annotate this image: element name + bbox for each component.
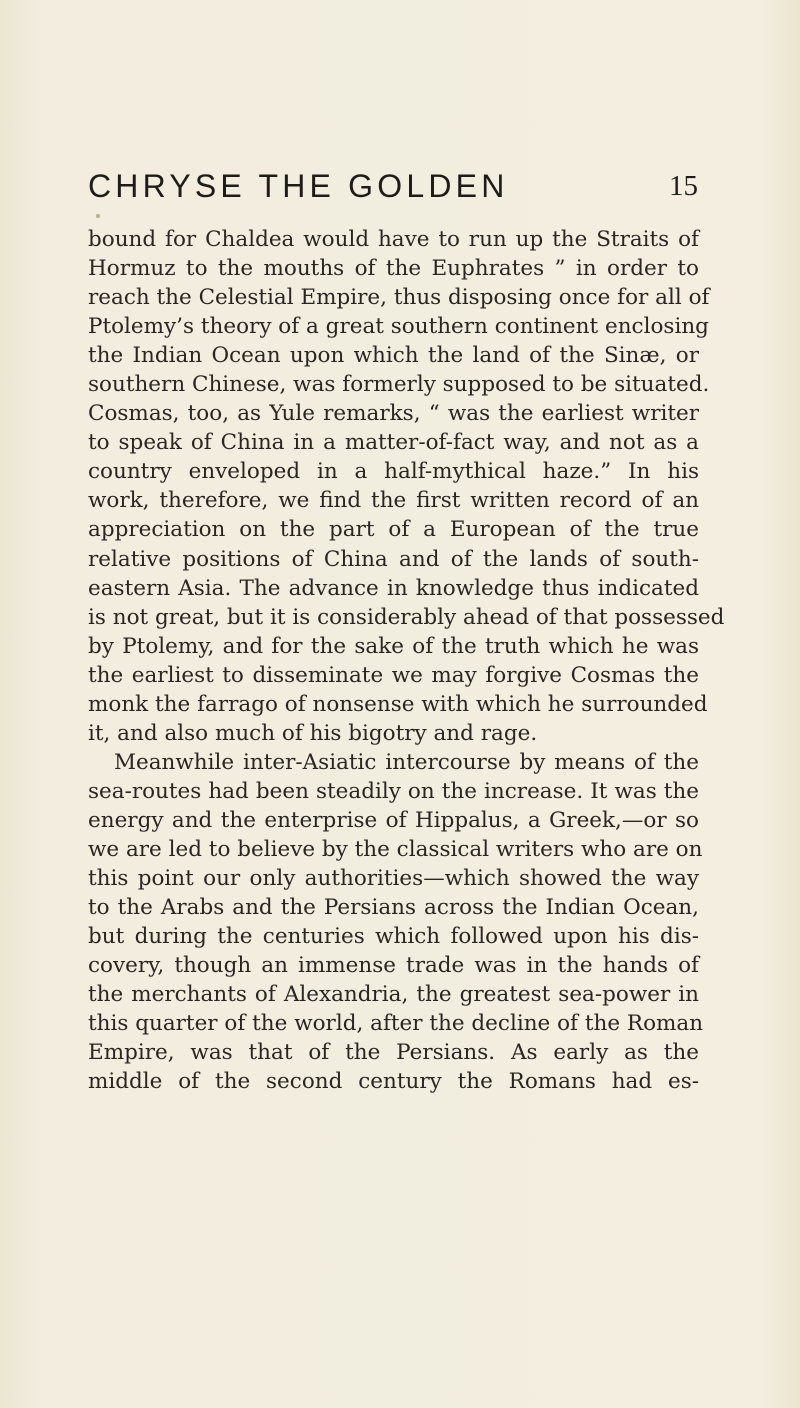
text-line: by Ptolemy, and for the sake of the truth which he was	[88, 633, 699, 659]
text-line: to speak of China in a matter-of-fact way, and not as a	[88, 430, 699, 456]
text-line: reach the Celestial Empire, thus disposing once for all of	[88, 285, 710, 311]
paragraph-1	[88, 225, 725, 748]
text-line: the earliest to disseminate we may forgive Cosmas the	[88, 662, 699, 688]
text-line: work, therefore, we find the first written record of an	[88, 488, 699, 514]
page-number: 15	[669, 170, 698, 202]
text-line: this quarter of the world, after the decline of the Roman	[88, 1011, 704, 1037]
text-line: the merchants of Alexandria, the greatest sea-power in	[88, 982, 699, 1008]
text-line: middle of the second century the Romans had es-	[88, 1069, 699, 1095]
text-line: country enveloped in a half-mythical haze.” In his	[88, 459, 699, 485]
text-line: Ptolemy’s theory of a great southern continent enclosing	[88, 314, 709, 340]
text-line: is not great, but it is considerably ahead of that possessed	[88, 604, 725, 630]
body-text	[88, 225, 725, 1096]
text-line: energy and the enterprise of Hippalus, a Greek,—or so	[88, 807, 699, 833]
text-line: Cosmas, too, as Yule remarks, “ was the earliest writer	[88, 401, 699, 427]
running-head	[88, 168, 698, 212]
text-line: bound for Chaldea would have to run up the Straits of	[88, 227, 699, 252]
text-line: the Indian Ocean upon which the land of the Sinæ, or	[88, 343, 699, 369]
text-line: Empire, was that of the Persians. As early as the	[88, 1040, 699, 1066]
paper-speck	[96, 214, 100, 218]
text-line: but during the centuries which followed upon his dis-	[88, 924, 699, 950]
text-line: monk the farrago of nonsense with which he surrounded	[88, 691, 708, 717]
text-line: appreciation on the part of a European of the true	[88, 517, 699, 543]
text-line: this point our only authorities—which showed the way	[88, 866, 699, 892]
text-line: eastern Asia. The advance in knowledge thus indicated	[88, 575, 699, 601]
text-line: it, and also much of his bigotry and rage.	[88, 720, 538, 746]
text-line: Meanwhile inter-Asiatic intercourse by means of the	[114, 749, 699, 775]
text-line: covery, though an immense trade was in the hands of	[88, 953, 699, 979]
text-line: Hormuz to the mouths of the Euphrates ” in order to	[88, 256, 699, 282]
text-line: we are led to believe by the classical writers who are on	[88, 836, 703, 862]
text-line: southern Chinese, was formerly supposed to be situated.	[88, 372, 710, 398]
running-title: CHRYSE THE GOLDEN	[88, 168, 509, 204]
text-line: sea-routes had been steadily on the increase. It was the	[88, 778, 699, 804]
text-line: to the Arabs and the Persians across the Indian Ocean,	[88, 895, 699, 921]
paragraph-2	[88, 748, 704, 1097]
text-line: relative positions of China and of the lands of south-	[88, 546, 699, 572]
